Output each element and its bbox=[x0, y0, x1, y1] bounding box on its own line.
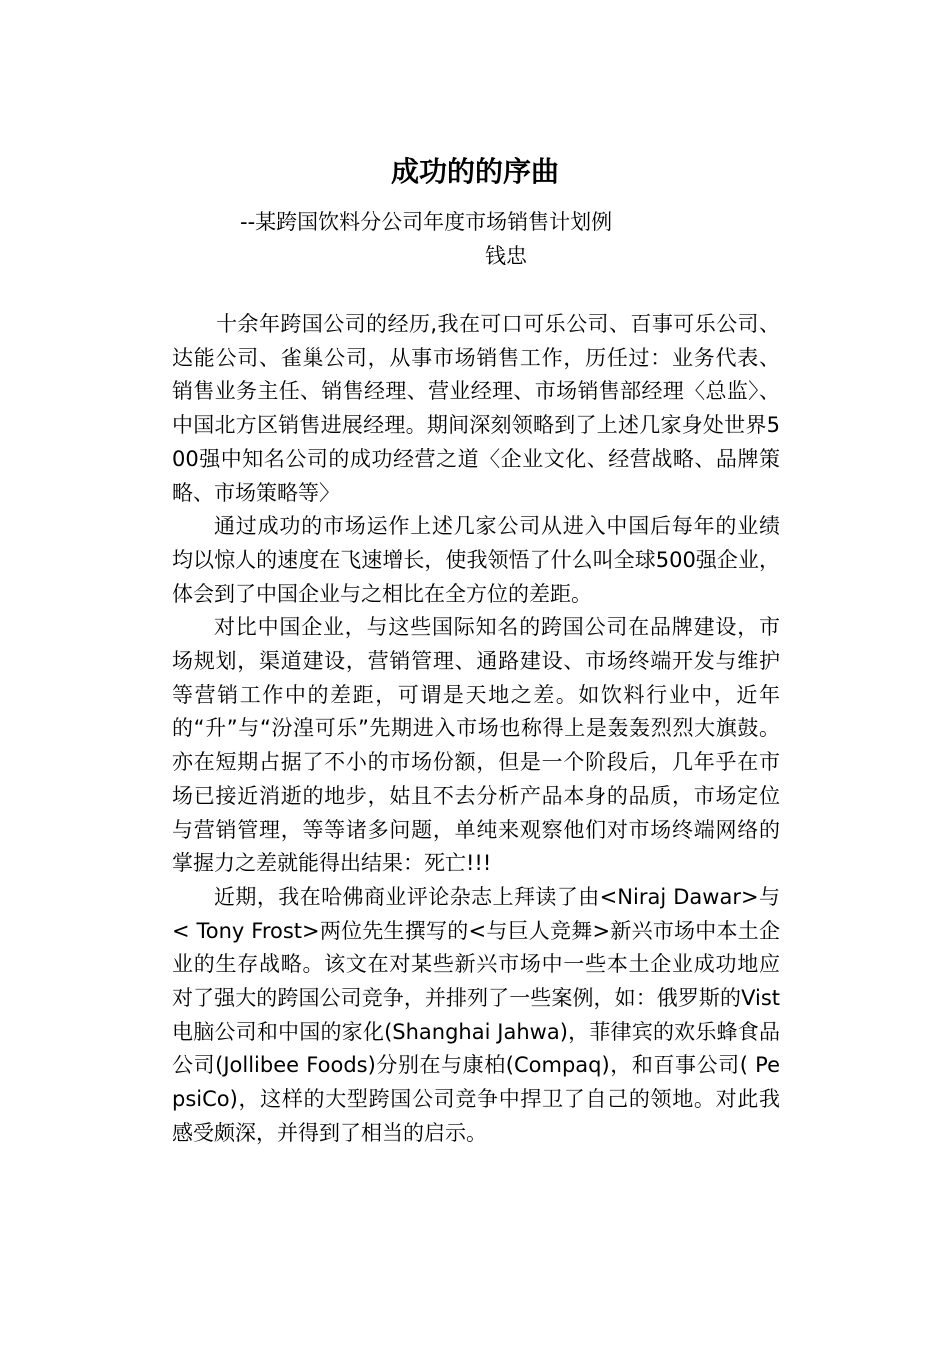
document-title: 成功的的序曲 bbox=[390, 155, 559, 188]
document-author: 钱忠 bbox=[485, 244, 527, 268]
paragraph-1: 十余年跨国公司的经历,我在可口可乐公司、百事可乐公司、达能公司、雀巢公司，从事市场销售工作，历任过：业务代表、销售业务主任、销售经理、营业经理、市场销售部经理〈总监〉、中国北方区销售进展经理。期间深刻领略到了上述几家身处世界500强中知名公司的成功经营之道〈企业文化、经营战略、品牌策略、市场策略等〉 bbox=[172, 312, 780, 505]
paragraph-4: 近期，我在哈佛商业评论杂志上拜读了由<Niraj Dawar>与< Tony Frost>两位先生撰写的<与巨人竞舞>新兴市场中本土企业的生存战略。该文在对某些新兴市场中一些本土企业成功地应对了强大的跨国公司竞争，并排列了一些案例，如：俄罗斯的Vist电脑公司和中国的家化(Shanghai Jahwa)，菲律宾的欢乐蜂食品公司(Jollibee Foods)分别在与康柏(Compaq)，和百事公司( PepsiCo)，这样的大型跨国公司竞争中捍卫了自己的领地。对此我感受颇深，并得到了相当的启示。 bbox=[172, 884, 780, 1145]
document-body bbox=[172, 308, 780, 1151]
document-subtitle: --某跨国饮料分公司年度市场销售计划例 bbox=[240, 210, 613, 234]
paragraph-2: 通过成功的市场运作上述几家公司从进入中国后每年的业绩均以惊人的速度在飞速增长，使我领悟了什么叫全球500强企业，体会到了中国企业与之相比在全方位的差距。 bbox=[172, 514, 780, 606]
paragraph-3: 对比中国企业，与这些国际知名的跨国公司在品牌建设，市场规划，渠道建设，营销管理、通路建设、市场终端开发与维护等营销工作中的差距，可谓是天地之差。如饮料行业中，近年的“升”与“汾湟可乐”先期进入市场也称得上是轰轰烈烈大旗鼓。亦在短期占据了不小的市场份额，但是一个阶段后，几年乎在市场已接近消逝的地步，姑且不去分析产品本身的品质，市场定位与营销管理，等等诸多问题，单纯来观察他们对市场终端网络的掌握力之差就能得出结果：死亡!!! bbox=[172, 615, 780, 876]
